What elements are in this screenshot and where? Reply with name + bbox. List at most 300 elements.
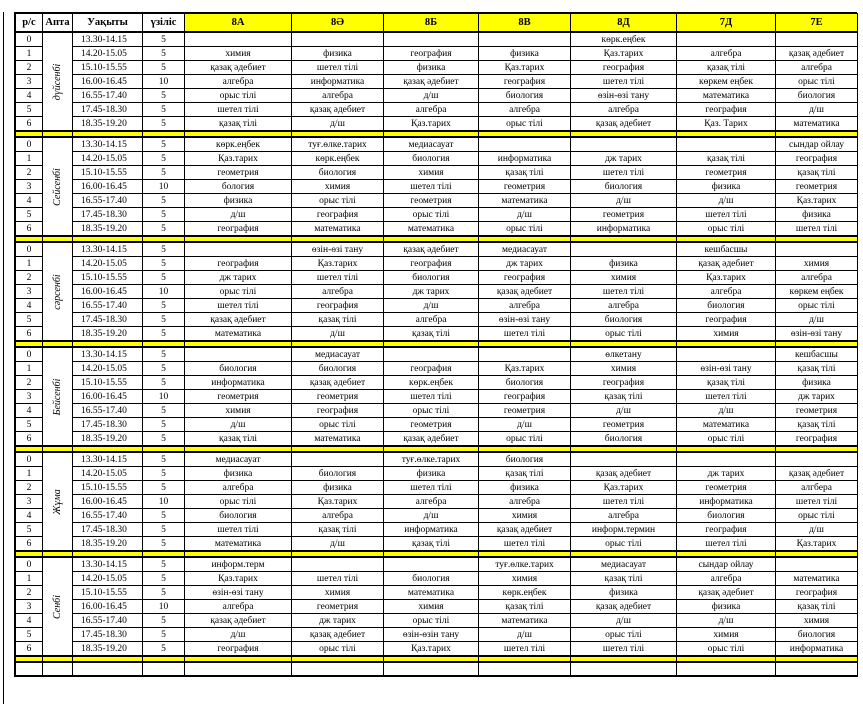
- table-row: [16, 208, 858, 222]
- lesson-number-cell: 4: [16, 89, 43, 103]
- time-cell: 14.20-15.05: [73, 47, 143, 61]
- subject-cell: Қаз.тарих: [384, 117, 479, 132]
- lesson-number-cell: 3: [16, 495, 43, 509]
- break-cell: 10: [143, 495, 185, 509]
- lesson-number-cell: 6: [16, 222, 43, 237]
- subject-cell: биология: [571, 180, 677, 194]
- break-cell: 5: [143, 32, 185, 47]
- subject-cell: қазақ тілі: [479, 467, 571, 481]
- time-cell: 16.00-16.45: [73, 285, 143, 299]
- subject-cell: география: [479, 390, 571, 404]
- table-row: [16, 537, 858, 552]
- subject-cell: [185, 242, 292, 257]
- subject-cell: медиасауат: [185, 452, 292, 467]
- subject-cell: физика: [677, 180, 776, 194]
- header-cell: 8В: [479, 14, 571, 33]
- subject-cell: д/ш: [677, 614, 776, 628]
- time-cell: 13.30-14.15: [73, 452, 143, 467]
- table-row: [16, 572, 858, 586]
- lesson-number-cell: 5: [16, 418, 43, 432]
- table-row: [16, 166, 858, 180]
- subject-cell: биология: [677, 509, 776, 523]
- subject-cell: шетел тілі: [292, 61, 384, 75]
- subject-cell: биология: [571, 313, 677, 327]
- subject-cell: орыс тілі: [571, 537, 677, 552]
- break-cell: 5: [143, 194, 185, 208]
- time-cell: 13.30-14.15: [73, 557, 143, 572]
- subject-cell: Қаз.тарих: [185, 572, 292, 586]
- subject-cell: орыс тілі: [185, 285, 292, 299]
- subject-cell: Қаз.тарих: [185, 152, 292, 166]
- subject-cell: д/ш: [292, 327, 384, 342]
- subject-cell: математика: [479, 614, 571, 628]
- subject-cell: көрк.еңбек: [571, 32, 677, 47]
- break-cell: 5: [143, 362, 185, 376]
- lesson-number-cell: 3: [16, 390, 43, 404]
- table-row: [16, 137, 858, 152]
- subject-cell: д/ш: [571, 194, 677, 208]
- time-cell: 16.55-17.40: [73, 194, 143, 208]
- subject-cell: Қаз.тарих: [571, 481, 677, 495]
- empty-cell: [479, 662, 571, 676]
- subject-cell: қазақ тілі: [292, 523, 384, 537]
- time-cell: 17.45-18.30: [73, 628, 143, 642]
- empty-cell: [143, 662, 185, 676]
- subject-cell: Қаз.тарих: [776, 194, 858, 208]
- subject-cell: кешбасшы: [677, 242, 776, 257]
- subject-cell: кешбасшы: [776, 347, 858, 362]
- subject-cell: қазақ әдебиет: [384, 75, 479, 89]
- time-cell: 16.55-17.40: [73, 509, 143, 523]
- time-cell: 18.35-19.20: [73, 432, 143, 447]
- table-row: [16, 117, 858, 132]
- subject-cell: шетел тілі: [479, 537, 571, 552]
- time-cell: 18.35-19.20: [73, 327, 143, 342]
- subject-cell: дж тарих: [677, 467, 776, 481]
- subject-cell: биология: [384, 152, 479, 166]
- subject-cell: математика: [292, 222, 384, 237]
- subject-cell: қазақ тілі: [776, 600, 858, 614]
- subject-cell: география: [776, 586, 858, 600]
- subject-cell: өзін-өзі тану: [292, 242, 384, 257]
- subject-cell: шетел тілі: [185, 103, 292, 117]
- time-cell: 14.20-15.05: [73, 572, 143, 586]
- lesson-number-cell: 1: [16, 572, 43, 586]
- subject-cell: орыс тілі: [571, 327, 677, 342]
- lesson-number-cell: 0: [16, 347, 43, 362]
- time-cell: 15.10-15.55: [73, 376, 143, 390]
- subject-cell: д/ш: [776, 523, 858, 537]
- table-row: [16, 47, 858, 61]
- time-cell: 16.00-16.45: [73, 75, 143, 89]
- subject-cell: химия: [776, 257, 858, 271]
- subject-cell: [292, 557, 384, 572]
- break-cell: 5: [143, 586, 185, 600]
- subject-cell: орыс тілі: [776, 299, 858, 313]
- subject-cell: д/ш: [571, 404, 677, 418]
- subject-cell: география: [479, 271, 571, 285]
- table-row: [16, 390, 858, 404]
- subject-cell: орыс тілі: [479, 117, 571, 132]
- subject-cell: информатика: [384, 523, 479, 537]
- subject-cell: химия: [384, 166, 479, 180]
- subject-cell: геометрия: [479, 404, 571, 418]
- subject-cell: қазақ тілі: [479, 166, 571, 180]
- subject-cell: д/ш: [776, 313, 858, 327]
- subject-cell: химия: [571, 271, 677, 285]
- subject-cell: шетел тілі: [292, 271, 384, 285]
- subject-cell: шетел тілі: [571, 285, 677, 299]
- time-cell: 17.45-18.30: [73, 523, 143, 537]
- subject-cell: шетел тілі: [571, 495, 677, 509]
- break-cell: 5: [143, 299, 185, 313]
- subject-cell: [776, 557, 858, 572]
- break-cell: 5: [143, 537, 185, 552]
- subject-cell: геометрия: [185, 166, 292, 180]
- empty-cell: [43, 662, 73, 676]
- subject-cell: алгебра: [479, 299, 571, 313]
- day-name-cell: [43, 557, 73, 656]
- subject-cell: Қаз.тарих: [479, 61, 571, 75]
- break-cell: 5: [143, 614, 185, 628]
- subject-cell: информатика: [479, 152, 571, 166]
- time-cell: 17.45-18.30: [73, 418, 143, 432]
- subject-cell: биология: [776, 628, 858, 642]
- lesson-number-cell: 5: [16, 628, 43, 642]
- header-cell: Апта: [43, 14, 73, 33]
- subject-cell: шетел тілі: [776, 495, 858, 509]
- subject-cell: [292, 452, 384, 467]
- break-cell: 5: [143, 257, 185, 271]
- subject-cell: алгебра: [384, 313, 479, 327]
- break-cell: 10: [143, 600, 185, 614]
- time-cell: 15.10-15.55: [73, 586, 143, 600]
- subject-cell: орыс тілі: [677, 222, 776, 237]
- subject-cell: орыс тілі: [776, 509, 858, 523]
- subject-cell: д/ш: [571, 614, 677, 628]
- subject-cell: қазақ әдебиет: [571, 467, 677, 481]
- subject-cell: геометрия: [571, 208, 677, 222]
- break-cell: 5: [143, 166, 185, 180]
- subject-cell: Қаз.тарих: [677, 271, 776, 285]
- break-cell: 5: [143, 47, 185, 61]
- subject-cell: орыс тілі: [479, 222, 571, 237]
- subject-cell: геометрия: [677, 166, 776, 180]
- schedule-sheet: [14, 12, 857, 677]
- subject-cell: математика: [677, 89, 776, 103]
- subject-cell: география: [776, 432, 858, 447]
- subject-cell: шетел тілі: [185, 299, 292, 313]
- subject-cell: қазақ тілі: [185, 432, 292, 447]
- subject-cell: көркем еңбек: [776, 285, 858, 299]
- time-cell: 17.45-18.30: [73, 208, 143, 222]
- subject-cell: қазақ әдебиет: [384, 242, 479, 257]
- lesson-number-cell: 1: [16, 257, 43, 271]
- empty-cell: [776, 662, 858, 676]
- subject-cell: орыс тілі: [185, 495, 292, 509]
- subject-cell: қазақ тілі: [384, 327, 479, 342]
- time-cell: 16.00-16.45: [73, 180, 143, 194]
- subject-cell: қазақ тілі: [677, 152, 776, 166]
- header-cell: 7Д: [677, 14, 776, 33]
- subject-cell: география: [292, 404, 384, 418]
- subject-cell: қазақ тілі: [776, 418, 858, 432]
- lesson-number-cell: 3: [16, 180, 43, 194]
- break-cell: 5: [143, 327, 185, 342]
- timetable: [15, 13, 858, 677]
- break-cell: 5: [143, 376, 185, 390]
- lesson-number-cell: 0: [16, 137, 43, 152]
- subject-cell: биология: [292, 467, 384, 481]
- subject-cell: қазақ әдебиет: [571, 600, 677, 614]
- break-cell: 5: [143, 89, 185, 103]
- subject-cell: химия: [677, 628, 776, 642]
- subject-cell: алгебра: [292, 509, 384, 523]
- subject-cell: математика: [384, 222, 479, 237]
- lesson-number-cell: 2: [16, 61, 43, 75]
- subject-cell: география: [292, 299, 384, 313]
- table-row: [16, 299, 858, 313]
- subject-cell: қазақ тілі: [776, 166, 858, 180]
- table-row: [16, 642, 858, 657]
- subject-cell: [776, 242, 858, 257]
- lesson-number-cell: 3: [16, 600, 43, 614]
- empty-cell: [384, 662, 479, 676]
- subject-cell: шетел тілі: [677, 208, 776, 222]
- subject-cell: д/ш: [292, 537, 384, 552]
- header-cell: 7Е: [776, 14, 858, 33]
- subject-cell: алгебра: [292, 285, 384, 299]
- table-row: [16, 313, 858, 327]
- table-row: [16, 432, 858, 447]
- empty-row: [16, 662, 858, 676]
- subject-cell: қазақ тілі: [571, 572, 677, 586]
- break-cell: 10: [143, 180, 185, 194]
- subject-cell: алгебра: [479, 103, 571, 117]
- break-cell: 5: [143, 271, 185, 285]
- time-cell: 18.35-19.20: [73, 222, 143, 237]
- subject-cell: дж тарих: [384, 285, 479, 299]
- day-name-cell: [43, 452, 73, 551]
- subject-cell: қазақ әдебиет: [185, 614, 292, 628]
- subject-cell: математика: [185, 537, 292, 552]
- subject-cell: биология: [292, 362, 384, 376]
- day-name: Жұма: [51, 488, 63, 515]
- time-cell: 15.10-15.55: [73, 481, 143, 495]
- subject-cell: қазақ әдебиет: [571, 117, 677, 132]
- subject-cell: алгебра: [185, 481, 292, 495]
- lesson-number-cell: 4: [16, 194, 43, 208]
- subject-cell: алгебра: [479, 495, 571, 509]
- subject-cell: физика: [479, 481, 571, 495]
- subject-cell: қазақ әдебиет: [479, 523, 571, 537]
- subject-cell: алгебра: [384, 103, 479, 117]
- header-cell: р/с: [16, 14, 43, 33]
- time-cell: 13.30-14.15: [73, 242, 143, 257]
- subject-cell: д/ш: [292, 117, 384, 132]
- subject-cell: [776, 452, 858, 467]
- subject-cell: физика: [571, 586, 677, 600]
- break-cell: 5: [143, 628, 185, 642]
- subject-cell: қазақ тілі: [185, 117, 292, 132]
- subject-cell: геометрия: [571, 418, 677, 432]
- subject-cell: орыс тілі: [677, 432, 776, 447]
- day-name-cell: [43, 347, 73, 446]
- table-row: [16, 586, 858, 600]
- subject-cell: қазақ әдебиет: [384, 432, 479, 447]
- subject-cell: орыс тілі: [384, 404, 479, 418]
- subject-cell: алгебра: [571, 103, 677, 117]
- table-row: [16, 257, 858, 271]
- subject-cell: физика: [384, 467, 479, 481]
- subject-cell: биология: [571, 432, 677, 447]
- subject-cell: [571, 242, 677, 257]
- subject-cell: [571, 452, 677, 467]
- subject-cell: көрк.еңбек: [384, 376, 479, 390]
- subject-cell: математика: [384, 586, 479, 600]
- subject-cell: алгебра: [185, 75, 292, 89]
- break-cell: 5: [143, 418, 185, 432]
- subject-cell: алгебра: [776, 61, 858, 75]
- subject-cell: [384, 32, 479, 47]
- time-cell: 18.35-19.20: [73, 642, 143, 657]
- lesson-number-cell: 6: [16, 642, 43, 657]
- subject-cell: д/ш: [185, 418, 292, 432]
- subject-cell: д/ш: [479, 418, 571, 432]
- time-cell: 18.35-19.20: [73, 537, 143, 552]
- subject-cell: биология: [185, 362, 292, 376]
- subject-cell: қазақ әдебиет: [677, 257, 776, 271]
- subject-cell: информ.терм: [185, 557, 292, 572]
- lesson-number-cell: 2: [16, 271, 43, 285]
- subject-cell: көркем еңбек: [677, 75, 776, 89]
- subject-cell: көрк.еңбек: [185, 137, 292, 152]
- subject-cell: география: [292, 208, 384, 222]
- subject-cell: математика: [677, 418, 776, 432]
- lesson-number-cell: 3: [16, 285, 43, 299]
- subject-cell: алгебра: [571, 299, 677, 313]
- subject-cell: Қаз.тарих: [384, 642, 479, 657]
- subject-cell: д/ш: [185, 208, 292, 222]
- subject-cell: химия: [776, 614, 858, 628]
- empty-cell: [571, 662, 677, 676]
- time-cell: 13.30-14.15: [73, 137, 143, 152]
- subject-cell: шетел тілі: [776, 222, 858, 237]
- subject-cell: география: [571, 376, 677, 390]
- time-cell: 14.20-15.05: [73, 362, 143, 376]
- subject-cell: химия: [677, 327, 776, 342]
- subject-cell: геометрия: [292, 390, 384, 404]
- subject-cell: қазақ тілі: [677, 61, 776, 75]
- table-row: [16, 89, 858, 103]
- subject-cell: биология: [677, 299, 776, 313]
- subject-cell: геометрия: [776, 180, 858, 194]
- subject-cell: физика: [776, 376, 858, 390]
- subject-cell: химия: [292, 180, 384, 194]
- break-cell: 5: [143, 117, 185, 132]
- break-cell: 5: [143, 222, 185, 237]
- subject-cell: д/ш: [677, 404, 776, 418]
- lesson-number-cell: 6: [16, 432, 43, 447]
- subject-cell: д/ш: [185, 628, 292, 642]
- left-frame-line: [3, 12, 4, 704]
- subject-cell: шетел тілі: [677, 537, 776, 552]
- subject-cell: орыс тілі: [292, 642, 384, 657]
- subject-cell: Қаз.тарих: [571, 47, 677, 61]
- break-cell: 10: [143, 285, 185, 299]
- timetable-body: [16, 32, 858, 676]
- lesson-number-cell: 5: [16, 523, 43, 537]
- subject-cell: география: [384, 257, 479, 271]
- lesson-number-cell: 0: [16, 32, 43, 47]
- subject-cell: физика: [677, 600, 776, 614]
- time-cell: 17.45-18.30: [73, 103, 143, 117]
- subject-cell: шетел тілі: [479, 327, 571, 342]
- lesson-number-cell: 4: [16, 509, 43, 523]
- subject-cell: туғ.өлке.тарих: [292, 137, 384, 152]
- table-row: [16, 628, 858, 642]
- subject-cell: математика: [292, 432, 384, 447]
- subject-cell: орыс тілі: [185, 89, 292, 103]
- subject-cell: алгебра: [677, 47, 776, 61]
- lesson-number-cell: 0: [16, 242, 43, 257]
- empty-cell: [677, 662, 776, 676]
- subject-cell: шетел тілі: [384, 180, 479, 194]
- lesson-number-cell: 0: [16, 557, 43, 572]
- subject-cell: д/ш: [776, 103, 858, 117]
- lesson-number-cell: 1: [16, 362, 43, 376]
- subject-cell: шетел тілі: [571, 642, 677, 657]
- subject-cell: медиасауат: [384, 137, 479, 152]
- subject-cell: [479, 137, 571, 152]
- table-row: [16, 32, 858, 47]
- subject-cell: сындар ойлау: [677, 557, 776, 572]
- subject-cell: география: [185, 257, 292, 271]
- subject-cell: геометрия: [185, 390, 292, 404]
- time-cell: 16.00-16.45: [73, 600, 143, 614]
- table-row: [16, 614, 858, 628]
- subject-cell: Қаз.тарих: [292, 495, 384, 509]
- table-row: [16, 467, 858, 481]
- subject-cell: география: [185, 642, 292, 657]
- subject-cell: математика: [776, 572, 858, 586]
- subject-cell: геометрия: [292, 600, 384, 614]
- subject-cell: география: [677, 523, 776, 537]
- subject-cell: Қаз.тарих: [776, 537, 858, 552]
- subject-cell: география: [479, 75, 571, 89]
- break-cell: 5: [143, 152, 185, 166]
- subject-cell: алгбера: [776, 481, 858, 495]
- subject-cell: өзін-өзі тану: [571, 89, 677, 103]
- lesson-number-cell: 5: [16, 208, 43, 222]
- subject-cell: математика: [776, 117, 858, 132]
- subject-cell: география: [677, 103, 776, 117]
- subject-cell: физика: [292, 481, 384, 495]
- day-name-cell: [43, 137, 73, 236]
- subject-cell: химия: [185, 404, 292, 418]
- subject-cell: медиасауат: [479, 242, 571, 257]
- subject-cell: қазақ тілі: [479, 600, 571, 614]
- header-cell: 8А: [185, 14, 292, 33]
- subject-cell: [185, 32, 292, 47]
- header-cell: Уақыты: [73, 14, 143, 33]
- header-cell: 8Ә: [292, 14, 384, 33]
- header-cell: 8Б: [384, 14, 479, 33]
- subject-cell: қазақ тілі: [384, 537, 479, 552]
- break-cell: 5: [143, 313, 185, 327]
- lesson-number-cell: 6: [16, 327, 43, 342]
- subject-cell: алгебра: [571, 509, 677, 523]
